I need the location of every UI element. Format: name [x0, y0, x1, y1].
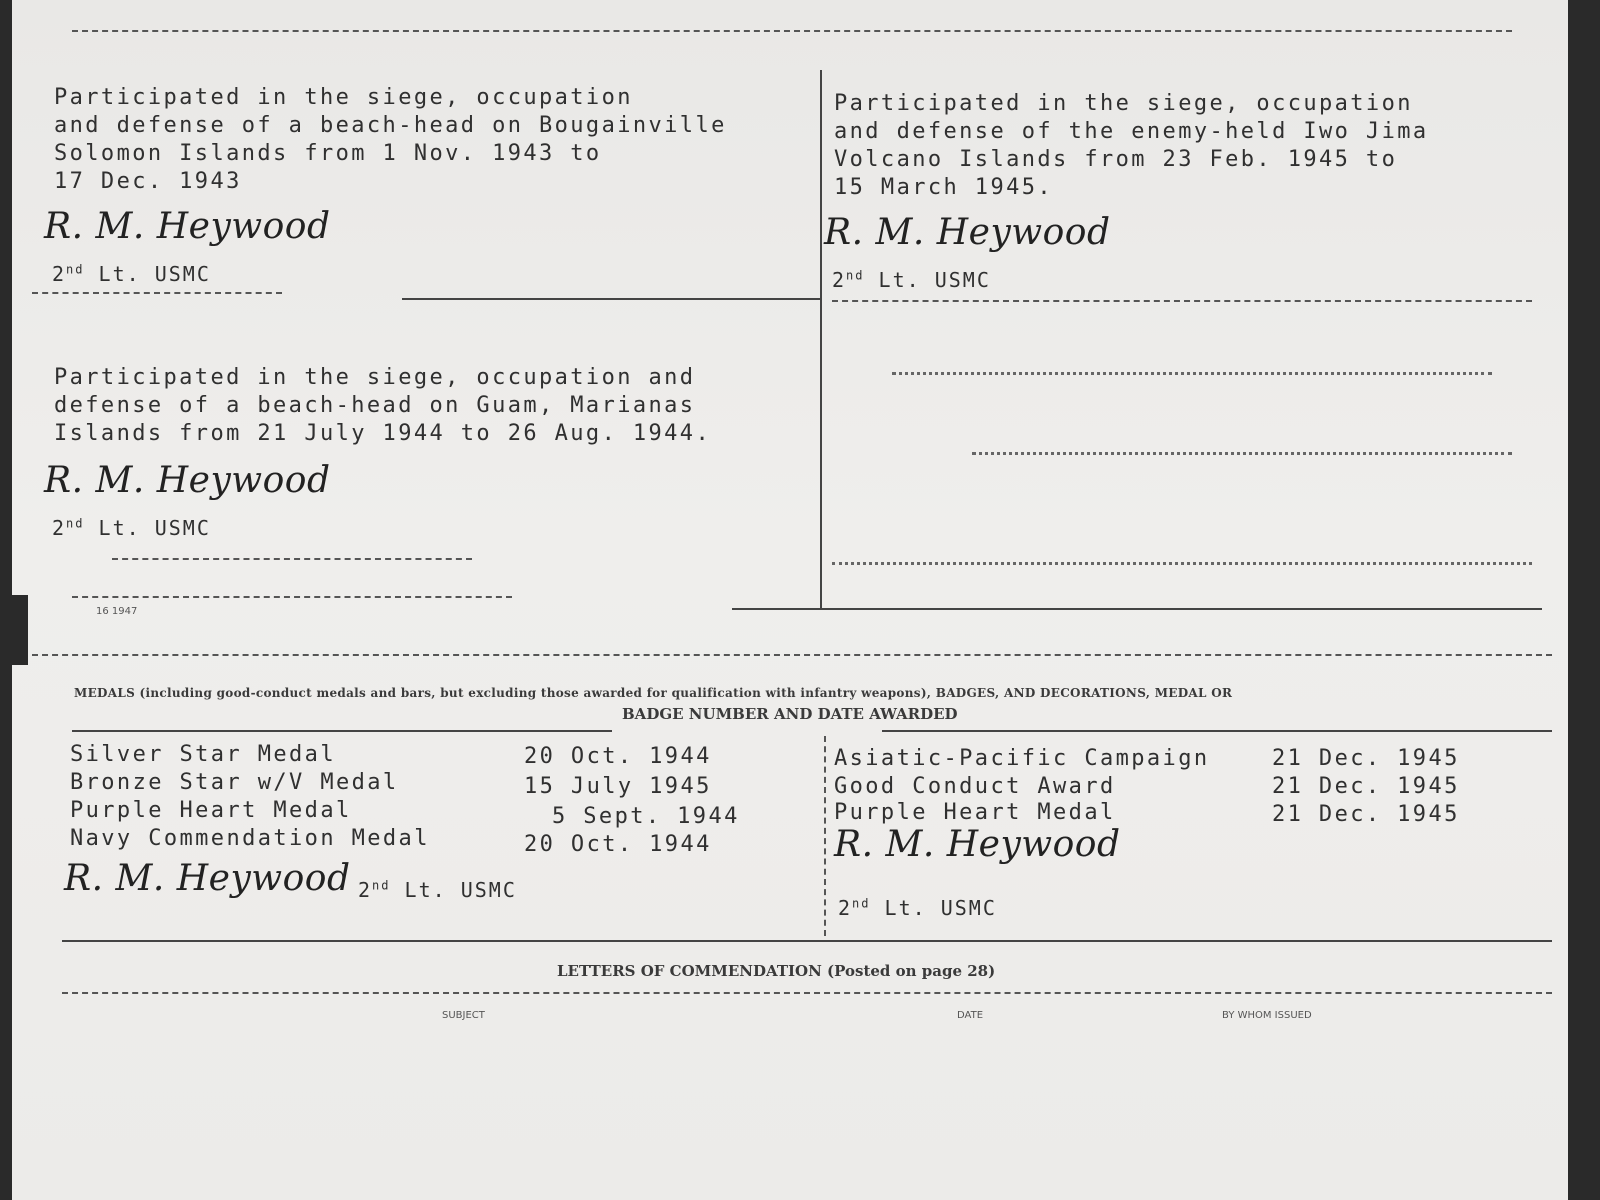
medal-right-name: Asiatic-Pacific Campaign: [834, 746, 1210, 771]
rule-guam: [112, 558, 472, 560]
letters-col-issuer: BY WHOM ISSUED: [1222, 1010, 1312, 1021]
small-stamp: 16 1947: [96, 606, 138, 617]
medal-left-name: Purple Heart Medal: [70, 798, 352, 823]
center-divider: [820, 70, 822, 610]
dotted-filler: [832, 562, 1532, 565]
campaign-guam-text: Participated in the siege, occupation and defense of a beach-head on Guam, Marianas Islands from 21 July 1944 to 26 Aug. 1944.: [54, 365, 712, 446]
rule-lower-left: [72, 596, 512, 598]
rule-iwojima: [832, 300, 1532, 302]
rule-bougainville-left: [32, 292, 282, 294]
torn-edge: [12, 595, 28, 665]
medals-divider: [824, 736, 826, 936]
medal-right-name: Purple Heart Medal: [834, 800, 1116, 825]
medal-left-date: 15 July 1945: [524, 774, 712, 799]
signature-guam: R. M. Heywood: [44, 460, 331, 501]
rule-bougainville-right: [402, 298, 820, 300]
dotted-filler: [972, 452, 1512, 455]
letters-col-date: DATE: [957, 1010, 984, 1021]
rank-medals-right: 2nd Lt. USMC: [838, 896, 997, 920]
campaign-bougainville-text: Participated in the siege, occupation and defense of a beach-head on Bougainville Solomon Islands from 1 Nov. 1943 to 17 Dec. 1943: [54, 85, 727, 194]
rank-iwojima: 2nd Lt. USMC: [832, 268, 991, 292]
medals-header: MEDALS (including good-conduct medals and bars, but excluding those awarded for qualification with infantry weapons), BADGES, AND DECORATIONS, MEDAL OR: [74, 686, 1233, 700]
medals-rule-left: [72, 730, 612, 732]
letters-header: LETTERS OF COMMENDATION (Posted on page 28): [557, 962, 996, 980]
signature-bougainville: R. M. Heywood: [44, 206, 331, 247]
signature-medals-left: R. M. Heywood: [64, 858, 351, 899]
medal-left-date: 20 Oct. 1944: [524, 832, 712, 857]
rule-lower-right: [732, 608, 1542, 610]
medal-left-date: 5 Sept. 1944: [552, 804, 740, 829]
medal-left-name: Bronze Star w/V Medal: [70, 770, 399, 795]
rank-bougainville: 2nd Lt. USMC: [52, 262, 211, 286]
document-page: [12, 0, 1568, 1200]
rank-guam: 2nd Lt. USMC: [52, 516, 211, 540]
medals-bottom-rule: [62, 940, 1552, 942]
dotted-filler: [892, 372, 1492, 375]
top-rule: [72, 30, 1512, 32]
medals-rule-right: [882, 730, 1552, 732]
medal-left-name: Silver Star Medal: [70, 742, 336, 767]
letters-rule: [62, 992, 1552, 994]
medals-subheader: BADGE NUMBER AND DATE AWARDED: [622, 705, 958, 723]
letters-col-subject: SUBJECT: [442, 1010, 485, 1021]
section-rule: [32, 654, 1552, 656]
medal-right-date: 21 Dec. 1945: [1272, 774, 1460, 799]
signature-iwojima: R. M. Heywood: [824, 212, 1111, 253]
signature-medals-right: R. M. Heywood: [834, 824, 1121, 865]
rank-medals-left: 2nd Lt. USMC: [358, 878, 517, 902]
campaign-iwojima-text: Participated in the siege, occupation and defense of the enemy-held Iwo Jima Volcano Islands from 23 Feb. 1945 to 15 March 1945.: [834, 91, 1429, 200]
medal-left-date: 20 Oct. 1944: [524, 744, 712, 769]
medal-left-name: Navy Commendation Medal: [70, 826, 430, 851]
medal-right-name: Good Conduct Award: [834, 774, 1116, 799]
medal-right-date: 21 Dec. 1945: [1272, 746, 1460, 771]
medal-right-date: 21 Dec. 1945: [1272, 802, 1460, 827]
